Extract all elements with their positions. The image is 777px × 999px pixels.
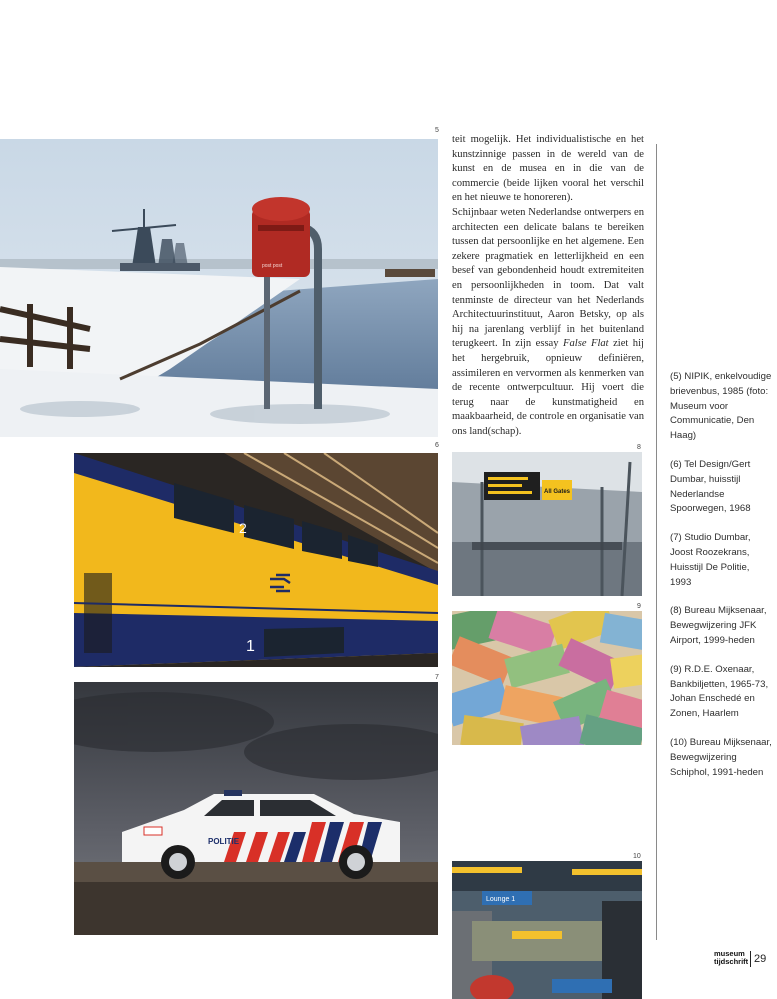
magazine-logo-line1: museum (714, 949, 745, 958)
figure-number-6: 6 (435, 442, 439, 449)
figure-number-10: 10 (633, 853, 641, 860)
captions (670, 370, 772, 794)
caption-6: (6) Tel Design/Gert Dumbar, huisstijl Nederlandse Spoorwegen, 1968 (670, 458, 751, 515)
photo-police-car (74, 682, 438, 935)
body-paragraph-2-start: Schijnbaar weten Nederlandse ontwerpers en architecten een delicate balans te bereiken tussen dat persoonlijke en het algemene. Een zekere pragmatiek en letterlijkheid en een besef van gebondenheid houdt extremiteiten en persoonlijkheden in toom. Dat valt tenminste de directeur van het Nederlands Architectuurinstituut, Aaron Betsky, op als hij na jarenlang verblijf in het buitenland terugkeert. In zijn essay (452, 206, 644, 350)
caption-5: (5) NIPIK, enkelvoudige brievenbus, 1985 (foto: Museum voor Communicatie, Den Haag) (670, 371, 772, 442)
caption-9: (9) R.D.E. Oxenaar, Bankbiljetten, 1965-73, Johan Enschedé en Zonen, Haarlem (670, 663, 769, 720)
photo-schiphol (452, 861, 642, 999)
caption-8: (8) Bureau Mijksenaar, Bewegwijzering JFK Airport, 1999-heden (670, 605, 767, 646)
magazine-logo (714, 950, 752, 965)
photo-banknotes (452, 611, 642, 745)
schiphol-sign-text: Lounge 1 (486, 896, 516, 903)
photo-mailbox-windmill (0, 139, 438, 437)
mailbox-label: post post (262, 263, 283, 269)
figure-number-9: 9 (637, 603, 641, 610)
train-number-lower: 1 (246, 638, 255, 655)
essay-title: False Flat (563, 338, 609, 350)
police-car-text: POLITIE (208, 837, 240, 846)
article-body (452, 133, 644, 439)
photo-airport-signage (452, 452, 642, 596)
page-number: 29 (754, 953, 767, 965)
body-paragraph-1: teit mogelijk. Het individualistische en het kunstzinnige passen in de wereld van de kunst en de musea en in die van de commercie (beide lijken vooral het verschil en het nieuwe te honoreren). (452, 134, 644, 204)
caption-7: (7) Studio Dumbar, Joost Roozekrans, Huisstijl De Politie, 1993 (670, 532, 751, 588)
body-paragraph-2-end: ziet hij het hergebruik, opnieuw definiëren, assimileren en vervormen als kenmerken van de recente ontwerpcultuur. Hij voert die terug naar de kunstmatigheid en maakbaarheid, de controle en organisatie van ons land(schap). (452, 338, 644, 437)
figure-number-7: 7 (435, 674, 439, 681)
magazine-logo-line2: tijdschrift (714, 956, 749, 966)
body-paragraph-2 (452, 206, 644, 440)
caption-10: (10) Bureau Mijksenaar, Bewegwijzering Schiphol, 1991-heden (670, 736, 772, 778)
airport-sign-text: All Gates (544, 489, 571, 495)
footer-rule (750, 951, 751, 967)
column-divider (656, 144, 657, 940)
figure-number-8: 8 (637, 444, 641, 451)
figure-number-5: 5 (435, 127, 439, 134)
train-number-upper: 2 (239, 520, 247, 536)
photo-ns-train (74, 453, 438, 667)
